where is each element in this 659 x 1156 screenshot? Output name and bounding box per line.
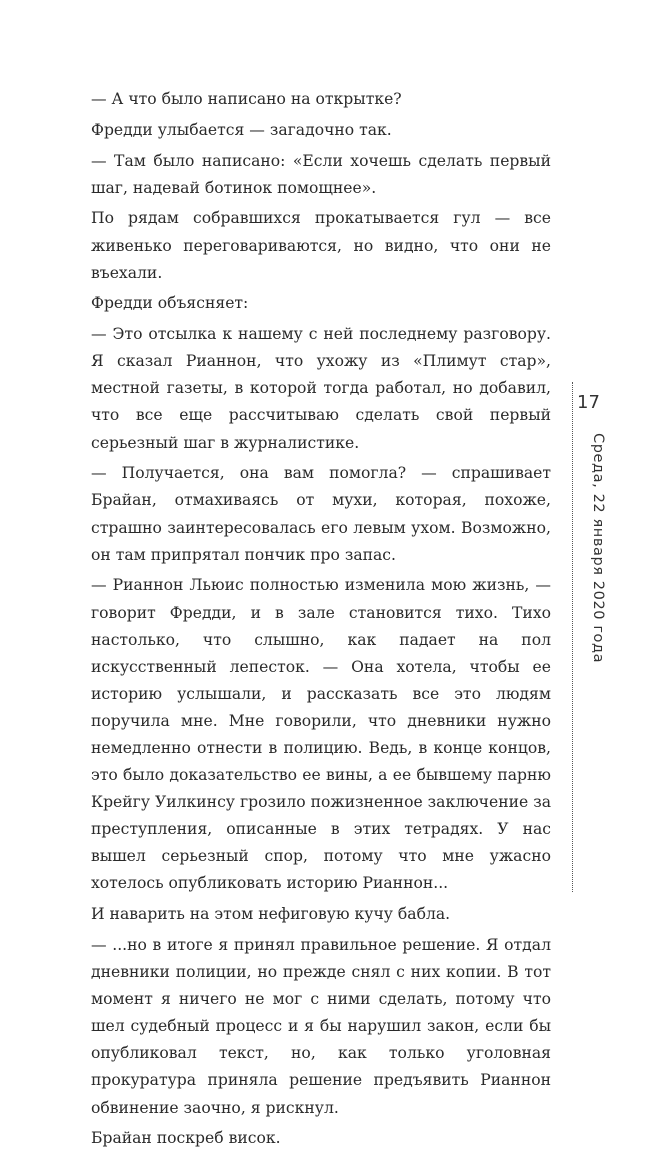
- paragraph: Брайан поскреб висок.: [91, 1129, 281, 1148]
- paragraph: По рядам собравшихся прокатывается гул — все живенько переговариваются, но видно, что они не въехали.: [91, 209, 551, 282]
- paragraph: — Там было написано: «Если хочешь сделать первый шаг, надевай ботинок помощнее».: [91, 151, 551, 197]
- paragraph: — А что было написано на открытке?: [91, 90, 402, 108]
- paragraph: — Получается, она вам помогла? — спрашивает Брайан, отмахиваясь от мухи, которая, похоже, страшно заинтересовалась его левым ухом. Возможно, он там припрятал пончик про запас.: [91, 464, 551, 564]
- dotted-rule: [572, 382, 573, 892]
- paragraph: И наварить на этом нефиговую кучу бабла.: [91, 905, 451, 924]
- paragraph: — Рианнон Льюис полностью изменила мою жизнь, — говорит Фредди, и в зале становится тихо. Тихо настолько, что слышно, как падает на пол искусственный лепесток. — Она хотела, чтобы ее историю услышали, и рассказать все это людям поручила мне. Мне говорили, что дневники нужно немедленно отнести в полицию. Ведь, в конце концов, это было доказательство ее вины, а ее бывшему парню Крейгу Уилкинсу грозило пожизненное заключение за преступления, описанные в этих тетрадях. У нас вышел серьезный спор, потому что мне ужасно хотелось опубликовать историю Рианнон...: [91, 576, 551, 893]
- paragraph: — ...но в итоге я принял правильное решение. Я отдал дневники полиции, но прежде снял с них копии. В тот момент я ничего не мог с ними сделать, потому что шел судебный процесс и я бы нарушил закон, если бы опубликовал текст, но, как только уголовная прокуратура приняла решение предъявить Рианнон обвинение заочно, я рискнул.: [91, 936, 551, 1117]
- page-number: 17: [577, 392, 600, 413]
- paragraph: — Это отсылка к нашему с ней последнему разговору. Я сказал Рианнон, что ухожу из «Плимут стар», местной газеты, в которой тогда работал, но добавил, что все еще рассчитываю сделать свой первый серьезный шаг в журналистике.: [91, 325, 551, 452]
- running-head: Среда, 22 января 2020 года: [590, 433, 606, 664]
- paragraph: Фредди объясняет:: [91, 294, 249, 313]
- body-text: [91, 86, 551, 1156]
- paragraph: Фредди улыбается — загадочно так.: [91, 120, 392, 139]
